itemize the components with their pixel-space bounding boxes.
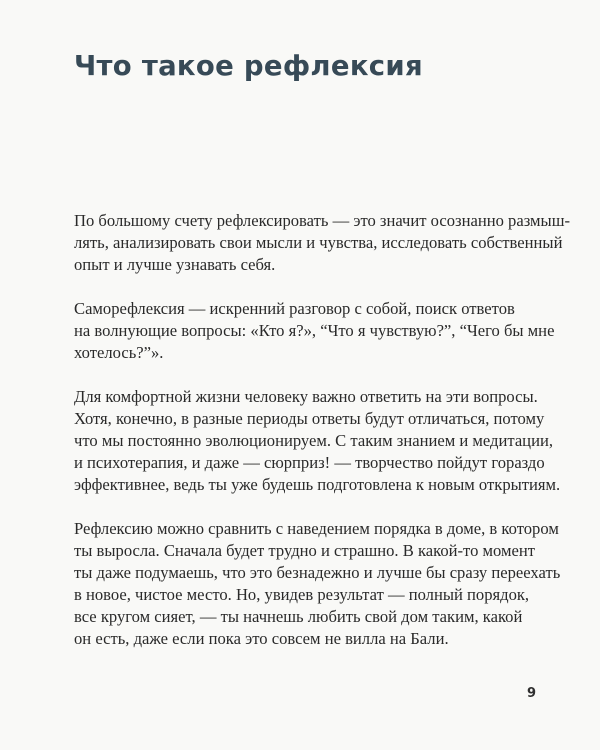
text-line: Саморефлексия — искренний разговор с собой, поиск ответов [74, 299, 515, 318]
text-line: в новое, чистое место. Но, увидев результат — полный порядок, [74, 585, 530, 604]
text-line: на волнующие вопросы: «Кто я?», “Что я чувствую?”, “Чего бы мне [74, 321, 555, 340]
text-line: эффективнее, ведь ты уже будешь подготовлена к новым открытиям. [74, 475, 561, 494]
text-line: и психотерапия, и даже — сюрприз! — творчество пойдут гораздо [74, 453, 545, 472]
paragraph [74, 386, 561, 496]
text-line: По большому счету рефлексировать — это значит осознанно размыш- [74, 211, 570, 230]
body-text [74, 210, 570, 672]
text-line: опыт и лучше узнавать себя. [74, 255, 276, 274]
page-title: Что такое рефлексия [74, 50, 423, 82]
text-line: Хотя, конечно, в разные периоды ответы будут отличаться, потому [74, 409, 545, 428]
text-line: ты выросла. Сначала будет трудно и страшно. В какой-то момент [74, 541, 536, 560]
text-line: хотелось?”». [74, 343, 164, 362]
paragraph [74, 518, 561, 650]
page-number: 9 [526, 686, 536, 701]
text-line: что мы постоянно эволюционируем. С таким знанием и медитации, [74, 431, 553, 450]
text-line: ты даже подумаешь, что это безнадежно и лучше бы сразу переехать [74, 563, 561, 582]
text-line: Рефлексию можно сравнить с наведением порядка в доме, в котором [74, 519, 559, 538]
text-line: он есть, даже если пока это совсем не вилла на Бали. [74, 629, 449, 648]
text-line: все кругом сияет, — ты начнешь любить свой дом таким, какой [74, 607, 523, 626]
text-line: Для комфортной жизни человеку важно ответить на эти вопросы. [74, 387, 538, 406]
text-line: лять, анализировать свои мысли и чувства, исследовать собственный [74, 233, 563, 252]
paragraph [74, 210, 570, 276]
paragraph [74, 298, 555, 364]
